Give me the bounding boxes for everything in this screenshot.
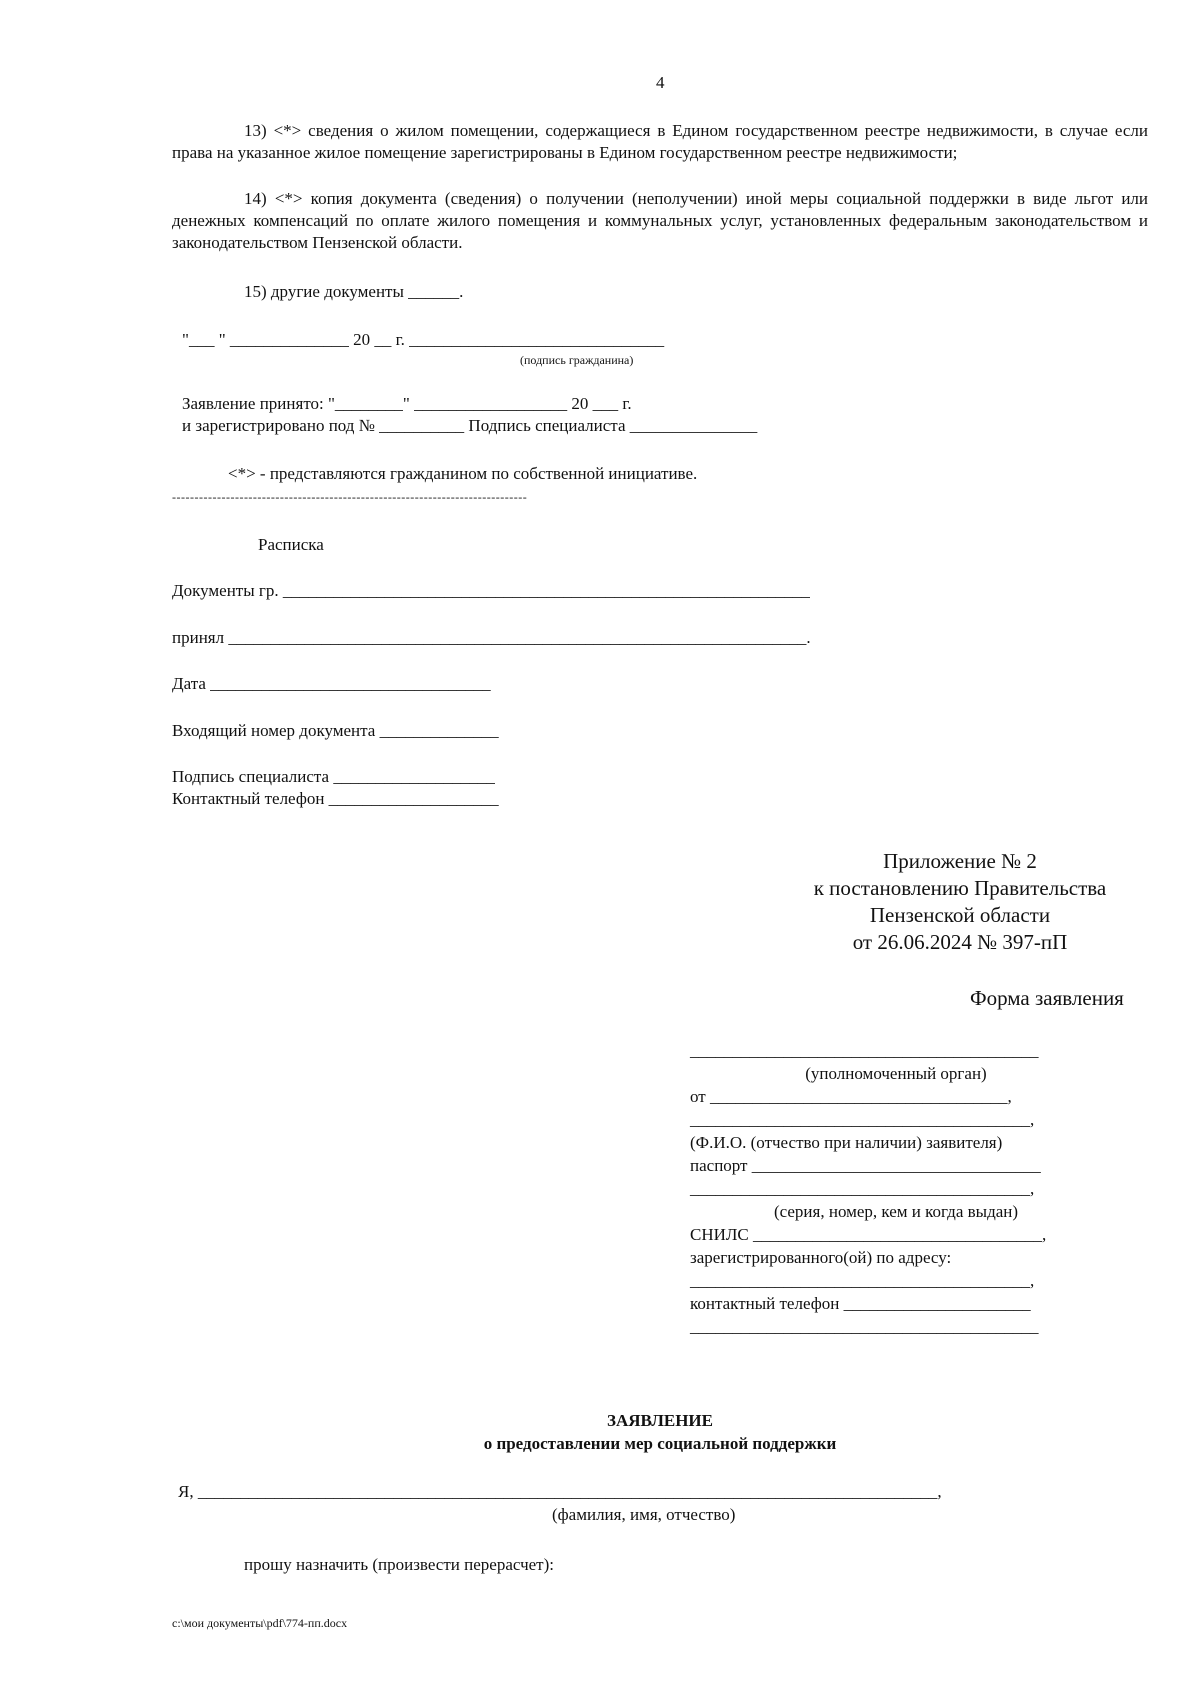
receipt-documents-field: Документы гр. ______________________________________________________________ bbox=[172, 581, 810, 600]
from-line-2: ________________________________________, bbox=[690, 1110, 1035, 1129]
passport-caption: (серия, номер, кем и когда выдан) bbox=[773, 1202, 1019, 1221]
accepted-line-1: Заявление принято: "________" __________________ 20 ___ г. bbox=[182, 394, 632, 413]
annex-line-2: к постановлению Правительства bbox=[813, 876, 1107, 900]
request-text: прошу назначить (произвести перерасчет): bbox=[244, 1555, 554, 1574]
annex-line-1: Приложение № 2 bbox=[883, 849, 1037, 873]
snils-line: СНИЛС __________________________________, bbox=[690, 1225, 1047, 1244]
organ-caption: (уполномоченный орган) bbox=[805, 1064, 987, 1083]
address-line: ________________________________________, bbox=[690, 1271, 1035, 1290]
passport-line-2: ________________________________________, bbox=[690, 1179, 1035, 1198]
signature-date-line: "___ " ______________ 20 __ г. ______________________________ bbox=[182, 330, 665, 349]
separator-line: ------------------------------------------------------------------------------- bbox=[172, 490, 528, 504]
receipt-contact-phone-field: Контактный телефон ____________________ bbox=[172, 789, 499, 808]
fio-caption: (Ф.И.О. (отчество при наличии) заявителя) bbox=[690, 1133, 1003, 1152]
item-15: 15) другие документы ______. bbox=[244, 282, 464, 301]
annex-line-4: от 26.06.2024 № 397-пП bbox=[852, 930, 1068, 954]
receipt-accepted-by-field: принял ____________________________________________________________________. bbox=[172, 628, 811, 647]
receipt-incoming-number-field: Входящий номер документа ______________ bbox=[172, 721, 499, 740]
annex-block bbox=[760, 848, 1160, 956]
form-label: Форма заявления bbox=[970, 986, 1124, 1010]
from-line: от ___________________________________, bbox=[690, 1087, 1012, 1106]
receipt-title: Расписка bbox=[258, 535, 324, 554]
item-13-text: 13) <*> сведения о жилом помещении, содержащиеся в Едином государственном реестре недвижимости, в случае если права на указанное жилое помещение зарегистрированы в Едином государственном реестре недвижимости; bbox=[172, 121, 1148, 162]
contact-phone-line: контактный телефон ______________________ bbox=[690, 1294, 1031, 1313]
applicant-name-line: Я, _______________________________________________________________________________________, bbox=[178, 1482, 942, 1501]
page-number: 4 bbox=[656, 73, 665, 92]
organ-line: _________________________________________ bbox=[690, 1041, 1039, 1060]
item-13 bbox=[172, 120, 1148, 164]
annex-line-3: Пензенской области bbox=[869, 903, 1051, 927]
application-title: ЗАЯВЛЕНИЕ bbox=[606, 1411, 713, 1430]
footnote: <*> - представляются гражданином по собственной инициативе. bbox=[228, 464, 698, 483]
signature-caption: (подпись гражданина) bbox=[520, 353, 634, 367]
accepted-line-2: и зарегистрировано под № __________ Подпись специалиста _______________ bbox=[182, 416, 758, 435]
application-subtitle: о предоставлении мер социальной поддержки bbox=[483, 1434, 837, 1453]
applicant-name-caption: (фамилия, имя, отчество) bbox=[552, 1505, 736, 1524]
item-14 bbox=[172, 188, 1148, 254]
passport-line: паспорт __________________________________ bbox=[690, 1156, 1041, 1175]
receipt-date-field: Дата _________________________________ bbox=[172, 674, 491, 693]
file-path: c:\мои документы\pdf\774-пп.docx bbox=[172, 1616, 348, 1630]
item-14-text: 14) <*> копия документа (сведения) о получении (неполучении) иной меры социальной поддержки в виде льгот или денежных компенсаций по оплате жилого помещения и коммунальных услуг, установленных федеральным законодательством и законодательством Пензенской области. bbox=[172, 189, 1148, 252]
last-line: _________________________________________ bbox=[690, 1317, 1039, 1336]
registered-address-label: зарегистрированного(ой) по адресу: bbox=[690, 1248, 952, 1267]
receipt-specialist-signature-field: Подпись специалиста ___________________ bbox=[172, 767, 495, 786]
